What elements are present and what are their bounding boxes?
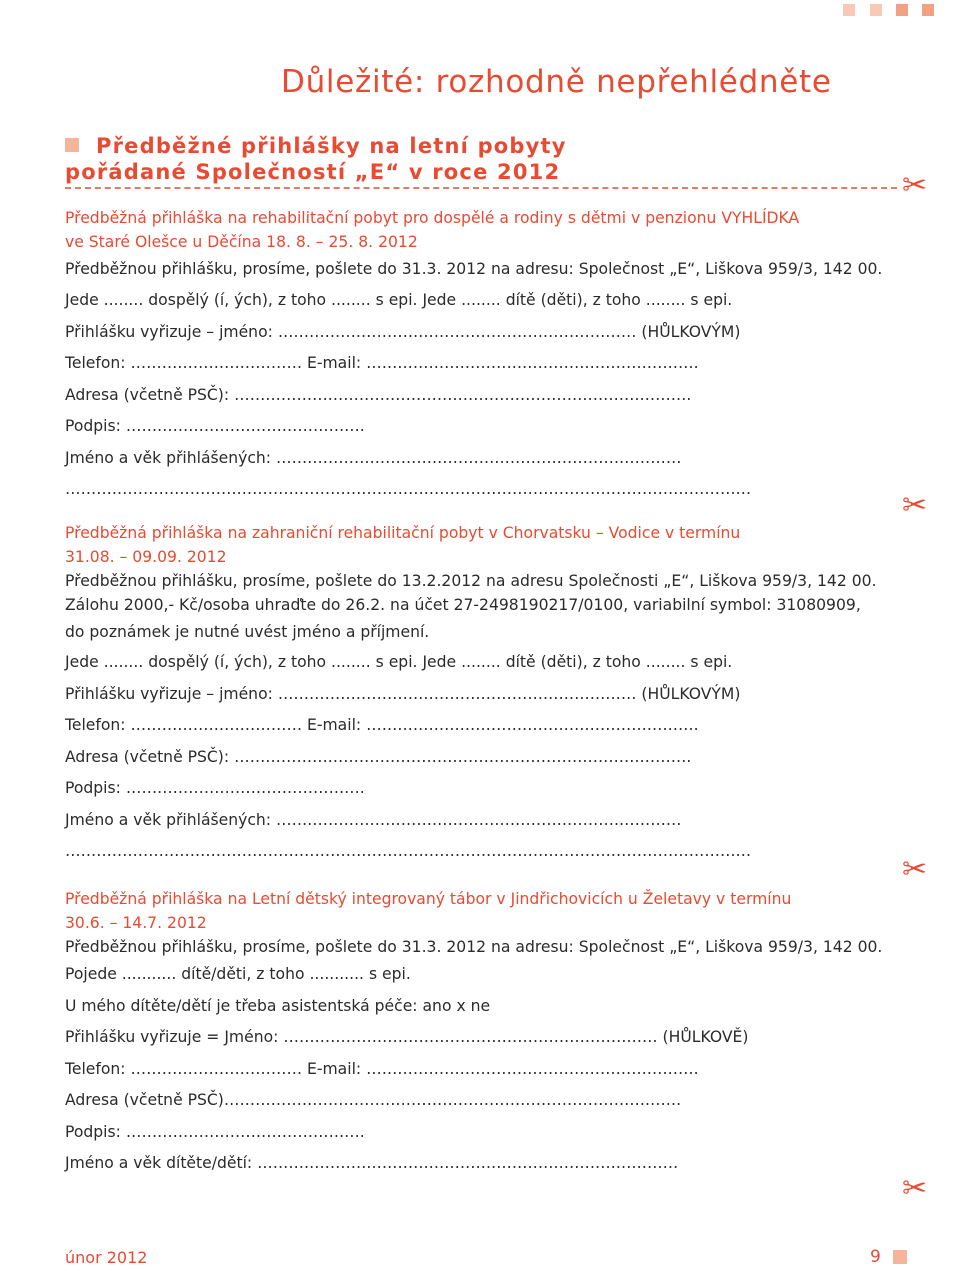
form-field-children-count[interactable]: Pojede ........... dítě/děti, z toho ........... s epi.	[65, 965, 411, 983]
scissors-icon: ✂	[902, 168, 928, 203]
section-title-line: pořádané Společností „E“ v roce 2012	[65, 160, 561, 184]
scissors-icon: ✂	[902, 1171, 928, 1206]
form-field-assistance[interactable]: U mého dítěte/dětí je třeba asistentská péče: ano x ne	[65, 996, 491, 1015]
page-title: Důležité: rozhodně nepřehlédněte	[281, 64, 832, 100]
header-decoration-square	[843, 4, 855, 16]
scissors-icon: ✂	[902, 488, 928, 523]
form-field-continuation[interactable]: ……………………………………………………………………………………………………………………	[65, 480, 752, 498]
form-heading: Předběžná přihláška na rehabilitační pobyt pro dospělé a rodiny s dětmi v penzionu VYHLÍDKA	[65, 209, 800, 227]
footer-decoration-square	[893, 1250, 907, 1264]
section-title	[65, 133, 885, 185]
form-croatia-vodice	[65, 521, 900, 868]
header-decoration-square	[922, 4, 934, 16]
form-heading: ve Staré Olešce u Děčína 18. 8. – 25. 8. 2012	[65, 233, 418, 251]
form-instructions: do poznámek je nutné uvést jméno a příjmení.	[65, 623, 430, 641]
header-decoration-square	[870, 4, 882, 16]
form-field-applicant-name[interactable]: Přihlášku vyřizuje – jméno: …………………………………………………………… (HŮLKOVÝM)	[65, 684, 741, 703]
form-field-names-ages[interactable]: Jméno a věk přihlášených: ……………………………………………………………………	[65, 810, 682, 829]
form-field-participants[interactable]: Jede ........ dospělý (í, ých), z toho ........ s epi. Jede ........ dítě (děti), z toho ........ s epi.	[65, 653, 733, 671]
form-field-signature[interactable]: Podpis: ……………………………………….	[65, 779, 365, 797]
scissors-icon: ✂	[902, 852, 928, 887]
form-field-phone-email[interactable]: Telefon: …………………………… E-mail: ……………………………………………………….	[65, 1059, 699, 1078]
form-instructions: Zálohu 2000,- Kč/osoba uhraďte do 26.2. na účet 27-2498190217/0100, variabilní symbol: 31080909,	[65, 596, 861, 614]
form-field-address[interactable]: Adresa (včetně PSČ): …………………………………………………………………………….	[65, 747, 692, 766]
form-heading: 31.08. – 09.09. 2012	[65, 548, 227, 566]
form-field-names-ages[interactable]: Jméno a věk přihlášených: ……………………………………………………………………	[65, 448, 682, 467]
footer-month: únor 2012	[65, 1248, 148, 1267]
form-children-camp	[65, 887, 900, 1180]
form-instructions: Předběžnou přihlášku, prosíme, pošlete do 31.3. 2012 na adresu: Společnost „E“, Liškova 959/3, 142 00.	[65, 260, 883, 278]
form-field-child-names-ages[interactable]: Jméno a věk dítěte/dětí: ………………………………………………………………………	[65, 1154, 679, 1172]
form-heading: Předběžná přihláška na zahraniční rehabilitační pobyt v Chorvatsku – Vodice v termínu	[65, 524, 741, 542]
form-field-phone-email[interactable]: Telefon: …………………………… E-mail: ……………………………………………………….	[65, 716, 699, 734]
form-field-address[interactable]: Adresa (včetně PSČ): …………………………………………………………………………….	[65, 385, 692, 404]
form-field-participants[interactable]: Jede ........ dospělý (í, ých), z toho ........ s epi. Jede ........ dítě (děti), z toho ........ s epi.	[65, 291, 733, 309]
form-field-signature[interactable]: Podpis: ……………………………………….	[65, 417, 365, 435]
form-heading: 30.6. – 14.7. 2012	[65, 914, 207, 932]
form-rehab-vyhlidka	[65, 206, 900, 506]
cut-line	[65, 187, 897, 189]
header-decoration-square	[896, 4, 908, 16]
section-title-line: Předběžné přihlášky na letní pobyty	[96, 134, 567, 158]
form-instructions: Předběžnou přihlášku, prosíme, pošlete do 31.3. 2012 na adresu: Společnost „E“, Liškova 959/3, 142 00.	[65, 938, 883, 956]
form-field-signature[interactable]: Podpis: ……………………………………….	[65, 1122, 365, 1141]
form-field-applicant-name[interactable]: Přihlášku vyřizuje – jméno: …………………………………………………………… (HŮLKOVÝM)	[65, 322, 741, 341]
form-field-address[interactable]: Adresa (včetně PSČ)…………………………………………………………………………….	[65, 1091, 682, 1109]
section-bullet-icon	[65, 138, 79, 152]
form-field-continuation[interactable]: ……………………………………………………………………………………………………………………	[65, 842, 752, 860]
form-field-applicant-name[interactable]: Přihlášku vyřizuje = Jméno: ……………………………………………………………… (HŮLKOVĚ)	[65, 1028, 749, 1046]
form-heading: Předběžná přihláška na Letní dětský integrovaný tábor v Jindřichovicích u Želetavy v termínu	[65, 890, 792, 908]
form-field-phone-email[interactable]: Telefon: …………………………… E-mail: ……………………………………………………….	[65, 354, 699, 372]
page-number: 9	[870, 1247, 881, 1267]
form-instructions: Předběžnou přihlášku, prosíme, pošlete do 13.2.2012 na adresu Společnosti „E“, Liškova 959/3, 142 00.	[65, 572, 877, 590]
